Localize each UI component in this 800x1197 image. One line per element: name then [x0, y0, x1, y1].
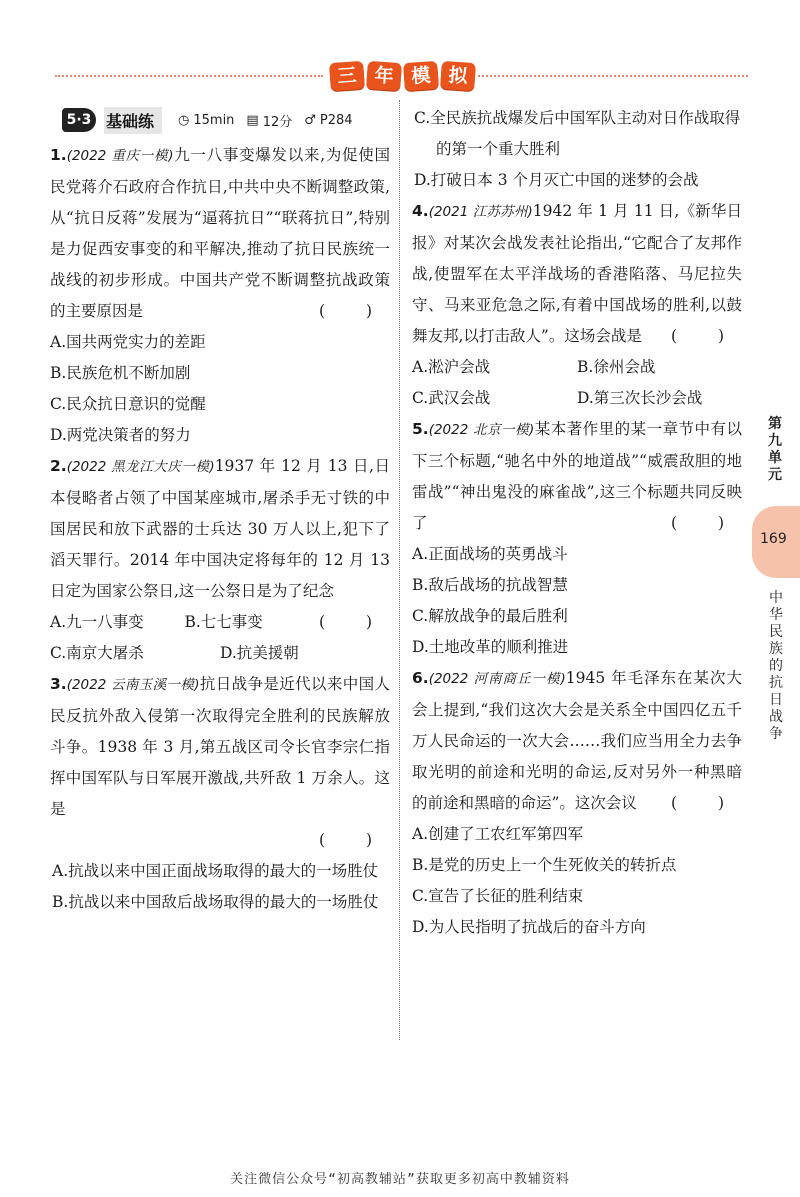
banner-dash-right: [478, 75, 748, 77]
option: D.两党决策者的努力: [50, 426, 191, 444]
page-number: 169: [760, 531, 787, 547]
option: A.淞沪会战: [412, 358, 491, 376]
footer-note: 关注微信公众号“初高教辅站”获取更多初高中教辅资料: [230, 1172, 570, 1187]
option: C.南京大屠杀: [50, 644, 144, 662]
left-column: [50, 140, 390, 918]
question-number: 2.: [50, 457, 67, 475]
option: B.敌后战场的抗战智慧: [412, 576, 568, 594]
option: A.正面战场的英勇战斗: [412, 545, 568, 563]
question-text: 某本著作里的某一章节中有以下三个标题,“驰名中外的地道战”“威震敌胆的地雷战”“神出鬼没的麻雀战”,这三个标题共同反映了: [412, 420, 742, 532]
option: D.打破日本 3 个月灭亡中国的迷梦的会战: [414, 171, 699, 189]
unit-label: 第九单元: [768, 416, 782, 483]
banner-char: 年: [366, 61, 402, 91]
link-icon: ♂: [304, 112, 316, 128]
answer-blank: ( ): [318, 613, 390, 631]
option: A.创建了工农红军第四军: [412, 825, 584, 843]
answer-blank: ( ): [670, 514, 742, 532]
option: B.民族危机不断加剧: [50, 364, 191, 382]
question-text: 九一八事变爆发以来,为促使国民党蒋介石政府合作抗日,中共中央不断调整政策,从“抗日反蒋”发展为“逼蒋抗日”“联蒋抗日”,特别是力促西安事变的和平解决,推动了抗日民族统一战线的初步形成。中国共产党不断调整抗战政策的主要原因是: [50, 146, 390, 320]
question-source: (2022 河南商丘一模): [428, 671, 566, 687]
option: D.土地改革的顺利推进: [412, 638, 569, 656]
question-number: 5.: [412, 420, 429, 438]
question-text: 1942 年 1 月 11 日,《新华日报》对某次会战发表社论指出,“它配合了友邦作战,使盟军在太平洋战场的香港陷落、马尼拉失守、马来亚危急之际,有着中国战场的胜利,以鼓舞友邦,以打击敌人”。这场会战是: [412, 202, 742, 345]
option: C.民众抗日意识的觉醒: [50, 395, 206, 413]
page-sidebar: [752, 0, 800, 1197]
question-stem: [412, 414, 742, 539]
chapter-label: 中华民族的抗日战争: [769, 590, 783, 742]
option: C.武汉会战: [412, 389, 491, 407]
question-source: (2022 云南玉溪一模): [66, 677, 200, 693]
question-stem: [412, 196, 742, 352]
option: B.抗战以来中国敌后战场取得的最大的一场胜仗: [52, 893, 379, 911]
section-title: 基础练: [104, 107, 162, 134]
option: D.第三次长沙会战: [577, 389, 703, 407]
question-6: [412, 663, 742, 943]
option-row: [50, 638, 390, 669]
option-row: [412, 383, 742, 414]
banner-char: 三: [329, 61, 365, 91]
question-number: 4.: [412, 202, 429, 220]
question-source: (2022 黑龙江大庆一模): [66, 459, 215, 475]
option: B.七七事变: [184, 613, 263, 631]
time-limit: 15min: [193, 112, 235, 128]
option: A.抗战以来中国正面战场取得的最大的一场胜仗: [52, 862, 379, 880]
column-divider: [399, 100, 400, 1040]
banner-title: [330, 62, 475, 90]
question-text: 1937 年 12 月 13 日,日本侵略者占领了中国某座城市,屠杀手无寸铁的中国居民和放下武器的士兵达 30 万人以上,犯下了滔天罪行。2014 年中国决定将每年的 12 月 13 日定为国家公祭日,这一公祭日是为了纪念: [50, 457, 390, 600]
score: 12分: [262, 114, 293, 130]
clock-icon: ◷: [178, 112, 190, 128]
question-source: (2021 江苏苏州): [428, 204, 533, 220]
question-stem: [50, 140, 390, 327]
answer-ref: P284: [319, 112, 353, 128]
question-source: (2022 重庆一模): [66, 148, 174, 164]
option: A.国共两党实力的差距: [50, 333, 206, 351]
question-stem: [412, 663, 742, 819]
question-text: 1945 年毛泽东在某次大会上提到,“我们这次大会是关系全中国四亿五千万人民命运的一次大会……我们应当用全力去争取光明的前途和光明的命运,反对另外一种黑暗的前途和黑暗的命运”。这次会议: [412, 669, 743, 812]
score-icon: ▤: [246, 112, 259, 128]
option-row: [412, 352, 742, 383]
option: D.抗美援朝: [220, 644, 299, 662]
question-4: [412, 196, 742, 414]
section-header: [62, 107, 353, 133]
question-source: (2022 北京一模): [428, 422, 535, 438]
option: A.九一八事变: [50, 613, 144, 631]
question-number: 3.: [50, 675, 67, 693]
question-number: 6.: [412, 669, 429, 687]
option: B.是党的历史上一个生死攸关的转折点: [412, 856, 677, 874]
question-stem: [50, 669, 390, 825]
section-meta: [178, 111, 353, 130]
option: C.解放战争的最后胜利: [412, 607, 568, 625]
question-3: [50, 669, 390, 918]
question-2: [50, 451, 390, 669]
answer-blank: ( ): [670, 327, 742, 345]
banner: [0, 62, 800, 92]
banner-char: 拟: [440, 61, 476, 91]
option: D.为人民指明了抗战后的奋斗方向: [412, 918, 646, 936]
question-1: [50, 140, 390, 451]
option: B.徐州会战: [577, 358, 656, 376]
question-number: 1.: [50, 146, 67, 164]
series-logo: 5·3: [62, 108, 96, 132]
question-5: [412, 414, 742, 663]
answer-blank: ( ): [318, 302, 390, 320]
option: C.全民族抗战爆发后中国军队主动对日作战取得的第一个重大胜利: [414, 109, 741, 158]
right-column: [412, 103, 742, 943]
option-row: [50, 607, 319, 638]
answer-blank: ( ): [670, 794, 742, 812]
banner-char: 模: [403, 61, 439, 91]
question-text: 抗日战争是近代以来中国人民反抗外敌入侵第一次取得完全胜利的民族解放斗争。1938 年 3 月,第五战区司令长官李宗仁指挥中国军队与日军展开激战,共歼敌 1 万余人。这是: [50, 675, 390, 818]
answer-blank: ( ): [318, 831, 390, 849]
banner-dash-left: [55, 75, 323, 77]
option: C.宣告了长征的胜利结束: [412, 887, 584, 905]
answer-blank-row: [50, 825, 390, 856]
